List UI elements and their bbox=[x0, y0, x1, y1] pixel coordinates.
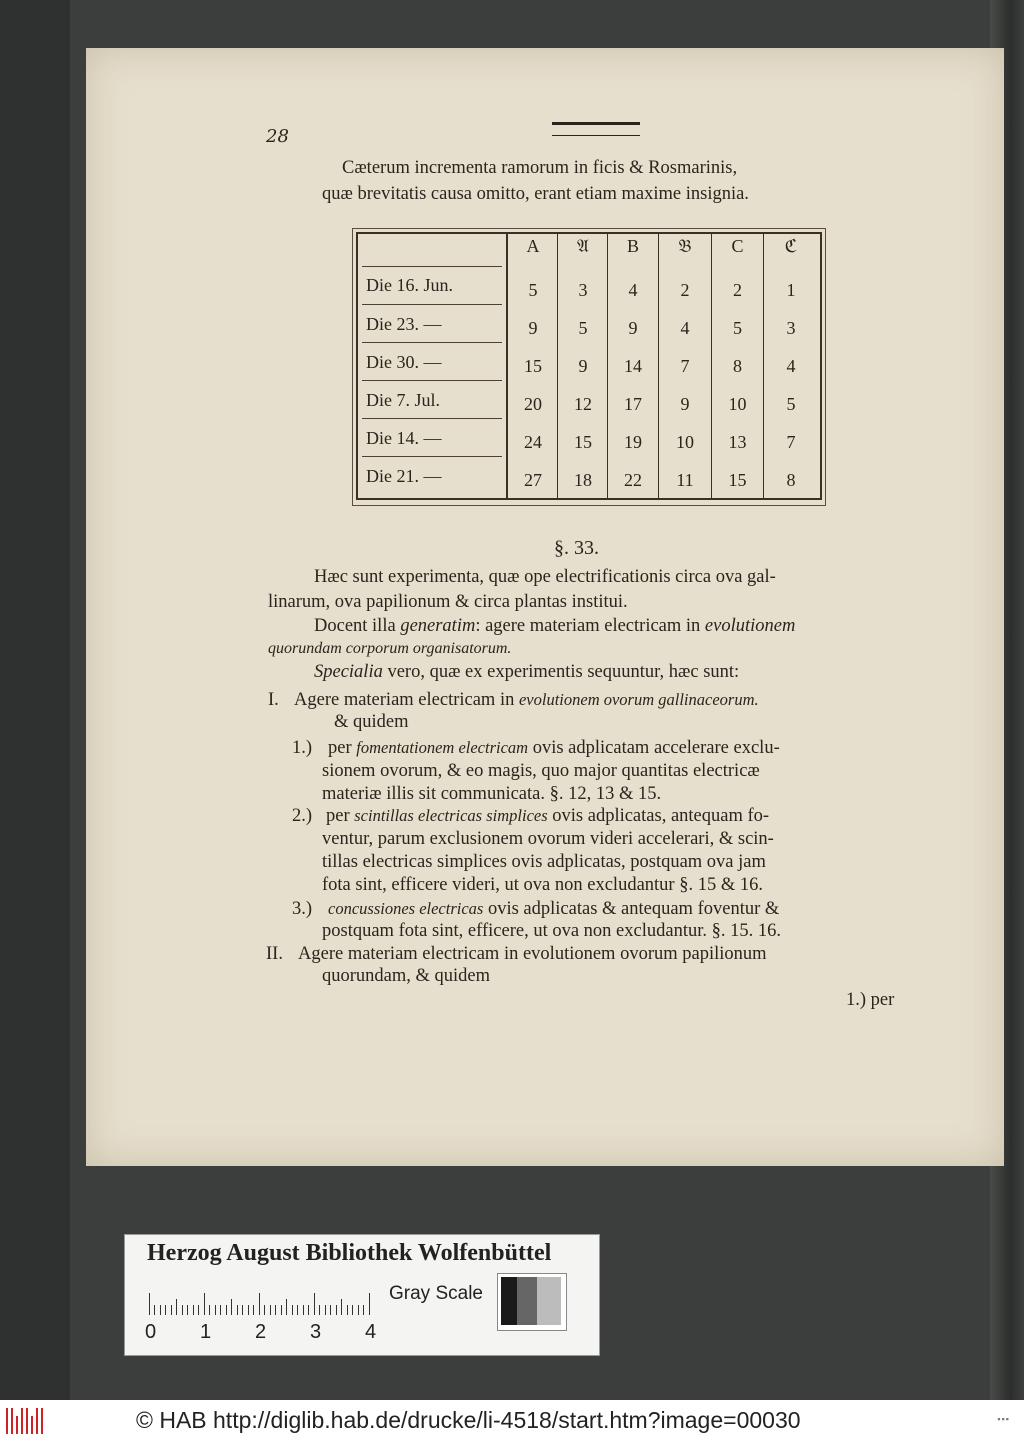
i2-c: ovis adplicatas, antequam fo- bbox=[547, 806, 770, 826]
ruler-tick bbox=[270, 1305, 271, 1315]
table-cell: 5 bbox=[528, 280, 538, 300]
intro-line-2: quæ brevitatis causa omitto, erant etiam maxime insignia. bbox=[322, 184, 749, 204]
ruler-number: 1 bbox=[200, 1321, 212, 1343]
i1-a: per bbox=[328, 738, 357, 758]
ruler-tick bbox=[204, 1293, 205, 1315]
table-cell: 10 bbox=[728, 394, 747, 414]
paragraph-2-line-1 bbox=[314, 616, 795, 637]
ruler-tick bbox=[286, 1299, 287, 1315]
table-cell: 5 bbox=[733, 318, 742, 338]
table-cell: 15 bbox=[524, 356, 542, 376]
table-header-cell: ℭ bbox=[784, 236, 798, 256]
gray-patch-light bbox=[537, 1277, 561, 1325]
p2-b: generatim bbox=[400, 616, 476, 636]
table-row-rule bbox=[362, 456, 502, 457]
table-cell: 4 bbox=[680, 318, 690, 338]
ruler-tick bbox=[171, 1305, 172, 1315]
hab-logo-icon bbox=[6, 1408, 46, 1434]
growth-table bbox=[352, 228, 826, 506]
ruler-tick bbox=[264, 1305, 265, 1315]
table-cell: 12 bbox=[574, 394, 592, 414]
ruler-tick bbox=[220, 1305, 221, 1315]
ruler-tick bbox=[297, 1305, 298, 1315]
table-cell: 9 bbox=[680, 394, 690, 414]
table-cell: 13 bbox=[728, 432, 747, 452]
ruler-tick bbox=[154, 1305, 155, 1315]
ruler-tick bbox=[292, 1305, 293, 1315]
table-cell: 5 bbox=[786, 394, 796, 414]
item-I-number: I. bbox=[268, 690, 279, 710]
ruler-tick bbox=[187, 1305, 188, 1315]
table-header-cell: 𝔅 bbox=[678, 236, 692, 256]
table-cell: 18 bbox=[574, 470, 592, 490]
ruler-tick bbox=[259, 1293, 260, 1315]
table-cell: 4 bbox=[628, 280, 638, 300]
table-cell: 2 bbox=[680, 280, 690, 300]
ruler-tick bbox=[347, 1305, 348, 1315]
gray-scale-label: Gray Scale bbox=[389, 1283, 483, 1304]
table-row-label: Die 23. — bbox=[366, 314, 442, 334]
ruler bbox=[149, 1293, 371, 1315]
page-number: 28 bbox=[266, 126, 289, 147]
ruler-tick bbox=[149, 1293, 150, 1315]
item-2-line-3: tillas electricas simplices ovis adplicatas, postquam ova jam bbox=[322, 852, 766, 872]
table-cell: 7 bbox=[680, 356, 690, 376]
ruler-tick bbox=[358, 1305, 359, 1315]
i1-b: fomentationem electricam bbox=[356, 738, 529, 757]
table-row-label: Die 16. Jun. bbox=[366, 275, 453, 295]
item-II-line-1: Agere materiam electricam in evolutionem ovorum papilionum bbox=[298, 944, 767, 964]
table-cell: 3 bbox=[578, 280, 588, 300]
header-rule bbox=[552, 122, 640, 136]
table-row-rule bbox=[362, 342, 502, 343]
table-cell: 1 bbox=[786, 280, 796, 300]
I-a: Agere materiam electricam in bbox=[294, 690, 519, 710]
background-left bbox=[0, 0, 78, 1400]
table-cell: 3 bbox=[786, 318, 796, 338]
item-3-line-1 bbox=[328, 899, 779, 920]
ruler-tick bbox=[226, 1305, 227, 1315]
table-header-cell: B bbox=[626, 236, 639, 256]
table-row-label: Die 14. — bbox=[366, 428, 442, 448]
I-b: evolutionem ovorum gallinaceorum. bbox=[518, 690, 759, 709]
item-3-number: 3.) bbox=[292, 899, 313, 919]
table-cell: 9 bbox=[628, 318, 638, 338]
p3-a: Specialia bbox=[314, 662, 383, 682]
ruler-tick bbox=[231, 1299, 232, 1315]
table-cell: 15 bbox=[728, 470, 747, 490]
catchword: 1.) per bbox=[846, 990, 895, 1010]
table-cell: 8 bbox=[786, 470, 796, 490]
gray-patch-black bbox=[501, 1277, 517, 1325]
item-3-line-2: postquam fota sint, efficere, ut ova non excludantur. §. 15. 16. bbox=[322, 921, 781, 941]
table-header-cell: C bbox=[731, 236, 744, 256]
table-row-label: Die 30. — bbox=[366, 352, 442, 372]
table-cell: 4 bbox=[786, 356, 796, 376]
p2-c: : agere materiam electricam in bbox=[475, 616, 705, 636]
table-row-rule bbox=[362, 418, 502, 419]
paragraph-2-line-2: quorundam corporum organisatorum. bbox=[268, 640, 512, 657]
ruler-tick bbox=[215, 1305, 216, 1315]
table-cell: 27 bbox=[524, 470, 542, 490]
paragraph-1-line-2: linarum, ova papilionum & circa plantas institui. bbox=[268, 592, 628, 612]
table-cell: 15 bbox=[574, 432, 592, 452]
item-I-line-2: & quidem bbox=[334, 712, 409, 732]
ruler-tick bbox=[308, 1305, 309, 1315]
item-1-line-2: sionem ovorum, & eo magis, quo major quantitas electricæ bbox=[322, 761, 760, 781]
item-2-line-4: fota sint, efficere videri, ut ova non excludantur §. 15 & 16. bbox=[322, 875, 763, 895]
ruler-tick bbox=[319, 1305, 320, 1315]
ruler-tick bbox=[369, 1293, 370, 1315]
table-row-label: Die 7. Jul. bbox=[366, 390, 440, 410]
ruler-tick bbox=[198, 1305, 199, 1315]
footer-mark: ▪▪▪ bbox=[997, 1414, 1010, 1424]
p3-b: vero, quæ ex experimentis sequuntur, hæc sunt: bbox=[382, 662, 740, 682]
ruler-tick bbox=[336, 1305, 337, 1315]
ruler-tick bbox=[281, 1305, 282, 1315]
item-1-number: 1.) bbox=[292, 738, 313, 758]
ruler-tick bbox=[275, 1305, 276, 1315]
ruler-tick bbox=[352, 1305, 353, 1315]
i2-a: per bbox=[326, 806, 355, 826]
ruler-tick bbox=[341, 1299, 342, 1315]
table-row-rule bbox=[362, 266, 502, 267]
table-row-rule bbox=[362, 304, 502, 305]
i1-c: ovis adplicatam accelerare exclu- bbox=[528, 738, 780, 758]
ruler-tick bbox=[303, 1305, 304, 1315]
item-II-line-2: quorundam, & quidem bbox=[322, 966, 491, 986]
ruler-number: 2 bbox=[255, 1321, 267, 1343]
ruler-number: 3 bbox=[310, 1321, 322, 1343]
table-cell: 9 bbox=[578, 356, 588, 376]
table-cell: 7 bbox=[786, 432, 796, 452]
ruler-tick bbox=[193, 1305, 194, 1315]
table-cell: 17 bbox=[624, 394, 642, 414]
ruler-tick bbox=[330, 1305, 331, 1315]
item-II-number: II. bbox=[266, 944, 283, 964]
ruler-tick bbox=[209, 1305, 210, 1315]
ruler-tick bbox=[165, 1305, 166, 1315]
i3-c: ovis adplicatas & antequam foventur & bbox=[483, 899, 780, 919]
ruler-number: 4 bbox=[365, 1321, 377, 1343]
table-cell: 5 bbox=[578, 318, 588, 338]
table-cell: 10 bbox=[676, 432, 694, 452]
table-cell: 14 bbox=[624, 356, 642, 376]
ruler-tick bbox=[325, 1305, 326, 1315]
table-cell: 20 bbox=[524, 394, 542, 414]
ruler-tick bbox=[182, 1305, 183, 1315]
table-cell: 8 bbox=[733, 356, 742, 376]
section-heading: §. 33. bbox=[554, 537, 599, 559]
gray-patch-dark bbox=[517, 1277, 537, 1325]
p2-d: evolutionem bbox=[704, 616, 796, 636]
table-row-rule bbox=[362, 380, 502, 381]
item-1-line-1 bbox=[328, 738, 780, 759]
copyright-url[interactable]: © HAB http://diglib.hab.de/drucke/li-4518/start.htm?image=00030 bbox=[136, 1407, 801, 1433]
ruler-tick bbox=[237, 1305, 238, 1315]
table-cell: 19 bbox=[624, 432, 642, 452]
table-cell: 22 bbox=[624, 470, 642, 490]
item-1-line-3: materiæ illis sit communicata. §. 12, 13 & 15. bbox=[322, 784, 662, 804]
item-2-number: 2.) bbox=[292, 806, 313, 826]
ruler-tick bbox=[242, 1305, 243, 1315]
p2-a: Docent illa bbox=[314, 616, 401, 636]
footer-bar bbox=[0, 1400, 1024, 1442]
ruler-tick bbox=[160, 1305, 161, 1315]
table-cell: 2 bbox=[733, 280, 742, 300]
paragraph-1-line-1: Hæc sunt experimenta, quæ ope electrificationis circa ova gal- bbox=[314, 567, 776, 587]
ruler-tick bbox=[314, 1293, 315, 1315]
table-cell: 11 bbox=[676, 470, 694, 490]
ruler-number: 0 bbox=[145, 1321, 157, 1343]
table-header-cell: A bbox=[526, 236, 540, 256]
ruler-tick bbox=[248, 1305, 249, 1315]
table-row-label: Die 21. — bbox=[366, 466, 442, 486]
i2-b: scintillas electricas simplices bbox=[354, 806, 548, 825]
table-cell: 24 bbox=[524, 432, 542, 452]
ruler-tick bbox=[253, 1305, 254, 1315]
item-I-line-1 bbox=[294, 690, 759, 711]
item-2-line-1 bbox=[326, 806, 769, 827]
paragraph-3 bbox=[314, 662, 739, 683]
ruler-tick bbox=[176, 1299, 177, 1315]
i3-b: concussiones electricas bbox=[328, 899, 484, 918]
item-2-line-2: ventur, parum exclusionem ovorum videri accelerari, & scin- bbox=[322, 829, 774, 849]
library-color-card bbox=[124, 1234, 600, 1356]
intro-line-1: Cæterum incrementa ramorum in ficis & Rosmarinis, bbox=[342, 158, 738, 178]
table-header-cell: 𝔄 bbox=[577, 236, 589, 256]
card-title: Herzog August Bibliothek Wolfenbüttel bbox=[147, 1240, 552, 1266]
table-cell: 9 bbox=[528, 318, 538, 338]
ruler-tick bbox=[363, 1305, 364, 1315]
